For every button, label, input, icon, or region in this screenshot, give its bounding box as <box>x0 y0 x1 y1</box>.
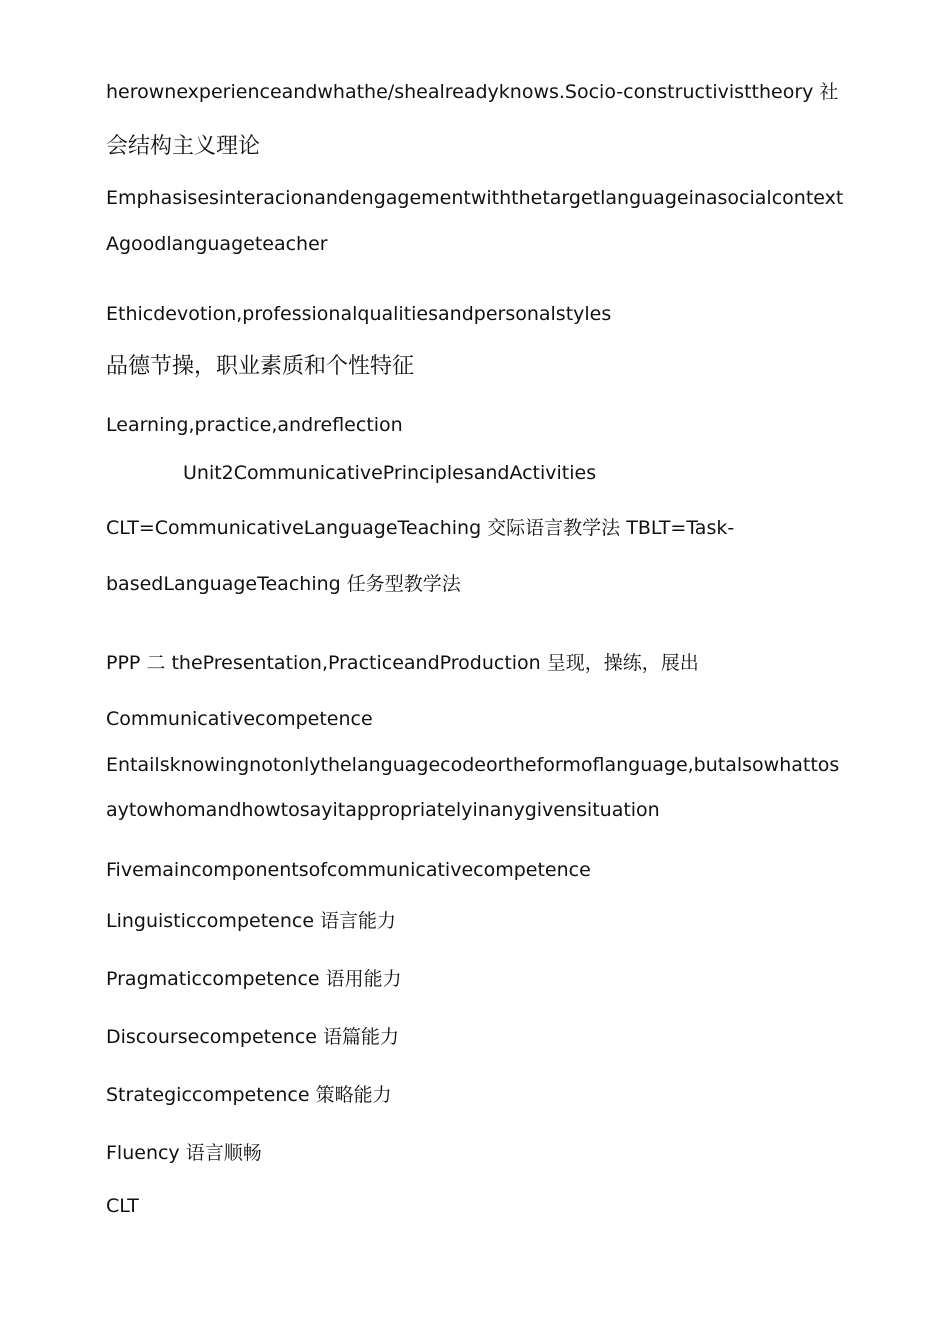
text-line: CLT <box>106 1195 139 1217</box>
text-line: 会结构主义理论 <box>106 134 261 159</box>
text-line: basedLanguageTeaching 任务型教学法 <box>106 573 461 595</box>
text-line: Fluency 语言顺畅 <box>106 1142 262 1164</box>
text-line: Pragmaticcompetence 语用能力 <box>106 968 402 990</box>
text-line: Emphasisesinteracionandengagementwiththetargetlanguageinasocialcontext <box>106 187 844 209</box>
text-line: Discoursecompetence 语篇能力 <box>106 1026 400 1048</box>
text-line: PPP 二 thePresentation,PracticeandProduction 呈现，操练，展出 <box>106 652 699 674</box>
text-line: Entailsknowingnotonlythelanguagecodeortheformoflanguage,butalsowhattos <box>106 754 840 776</box>
text-line: Ethicdevotion,professionalqualitiesandpersonalstyles <box>106 303 612 325</box>
unit-heading: Unit2CommunicativePrinciplesandActivities <box>183 462 597 484</box>
text-line: Strategiccompetence 策略能力 <box>106 1084 392 1106</box>
text-line: Linguisticcompetence 语言能力 <box>106 910 397 932</box>
text-line: Learning,practice,andreflection <box>106 414 403 436</box>
text-line: Fivemaincomponentsofcommunicativecompetence <box>106 859 591 881</box>
text-line: Agoodlanguageteacher <box>106 233 328 255</box>
text-line: 品德节操，职业素质和个性特征 <box>106 354 415 379</box>
text-line: Communicativecompetence <box>106 708 373 730</box>
text-line: aytowhomandhowtosayitappropriatelyinanygivensituation <box>106 799 660 821</box>
text-line: CLT=CommunicativeLanguageTeaching 交际语言教学法 TBLT=Task- <box>106 517 735 539</box>
text-line: herownexperienceandwhathe/shealreadyknows.Socio-constructivisttheory 社 <box>106 81 839 103</box>
